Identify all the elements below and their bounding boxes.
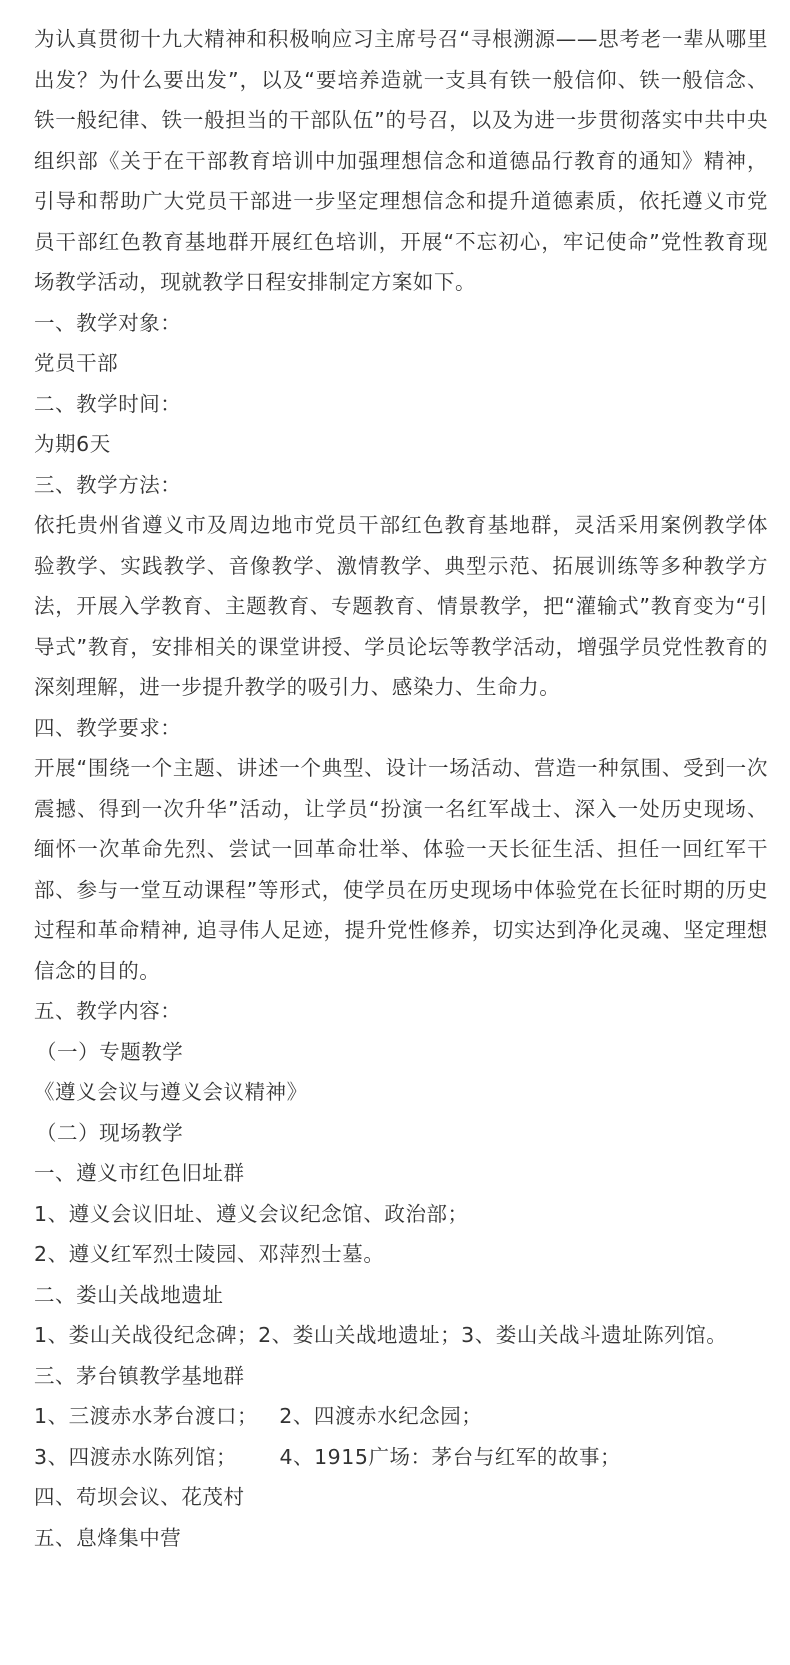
section-heading-teaching-requirements: 四、教学要求： (34, 715, 182, 740)
section-heading-teaching-content: 五、教学内容： (34, 999, 182, 1023)
section-heading-teaching-method: 三、教学方法： (34, 472, 182, 497)
site-heading-goubai: 四、苟坝会议、花茂村 (34, 1485, 245, 1509)
section-body-teaching-time: 为期6天 (34, 432, 111, 456)
site-items-maotai-row-2: 3、四渡赤水陈列馆； 4、1915广场：茅台与红军的故事； (34, 1444, 622, 1469)
subsection-heading-special-topic: （一）专题教学 (36, 1039, 184, 1064)
site-items-maotai-row-1: 1、三渡赤水茅台渡口； 2、四渡赤水纪念园； (34, 1404, 483, 1428)
site-item-zunyi-2: 2、遵义红军烈士陵园、邓萍烈士墓。 (34, 1242, 385, 1266)
section-heading-teaching-time: 二、教学时间： (34, 391, 182, 416)
section-body-teaching-target: 党员干部 (34, 351, 119, 375)
section-body-teaching-method: 依托贵州省遵义市及周边地市党员干部红色教育基地群，灵活采用案例教学体验教学、实践教学、音像教学、激情教学、典型示范、拓展训练等多种教学方法，开展入学教育、主题教育、专题教育、情景教学，把“灌输式”教育变为“引导式”教育，安排相关的课堂讲授、学员论坛等教学活动，增强学员党性教育的深刻理解，进一步提升教学的吸引力、感染力、生命力。 (34, 513, 768, 699)
section-heading-teaching-target: 一、教学对象： (34, 310, 182, 335)
section-body-teaching-requirements: 开展“围绕一个主题、讲述一个典型、设计一场活动、营造一种氛围、受到一次震撼、得到一次升华”活动，让学员“扮演一名红军战士、深入一处历史现场、缅怀一次革命先烈、尝试一回革命壮举、体验一天长征生活、担任一回红军干部、参与一堂互动课程”等形式，使学员在历史现场中体验党在长征时期的历史过程和革命精神, 追寻伟人足迹，提升党性修养，切实达到净化灵魂、坚定理想信念的目的。 (34, 756, 768, 983)
site-items-loushanguan: 1、娄山关战役纪念碑；2、娄山关战地遗址；3、娄山关战斗遗址陈列馆。 (34, 1323, 728, 1347)
intro-paragraph: 为认真贯彻十九大精神和积极响应习主席号召“寻根溯源——思考老一辈从哪里出发？为什么要出发”，以及“要培养造就一支具有铁一般信仰、铁一般信念、铁一般纪律、铁一般担当的干部队伍”的号召，以及为进一步贯彻落实中共中央组织部《关于在干部教育培训中加强理想信念和道德品行教育的通知》精神，引导和帮助广大党员干部进一步坚定理想信念和提升道德素质，依托遵义市党员干部红色教育基地群开展红色培训，开展“不忘初心，牢记使命”党性教育现场教学活动，现就教学日程安排制定方案如下。 (34, 27, 768, 294)
special-topic-item: 《遵义会议与遵义会议精神》 (34, 1080, 308, 1104)
site-heading-loushanguan: 二、娄山关战地遗址 (34, 1282, 224, 1307)
site-heading-xifeng: 五、息烽集中营 (34, 1525, 182, 1550)
site-item-zunyi-1: 1、遵义会议旧址、遵义会议纪念馆、政治部； (34, 1201, 469, 1226)
subsection-heading-onsite: （二）现场教学 (36, 1120, 184, 1145)
site-heading-maotai: 三、茅台镇教学基地群 (34, 1363, 245, 1388)
site-heading-zunyi: 一、遵义市红色旧址群 (34, 1161, 245, 1185)
